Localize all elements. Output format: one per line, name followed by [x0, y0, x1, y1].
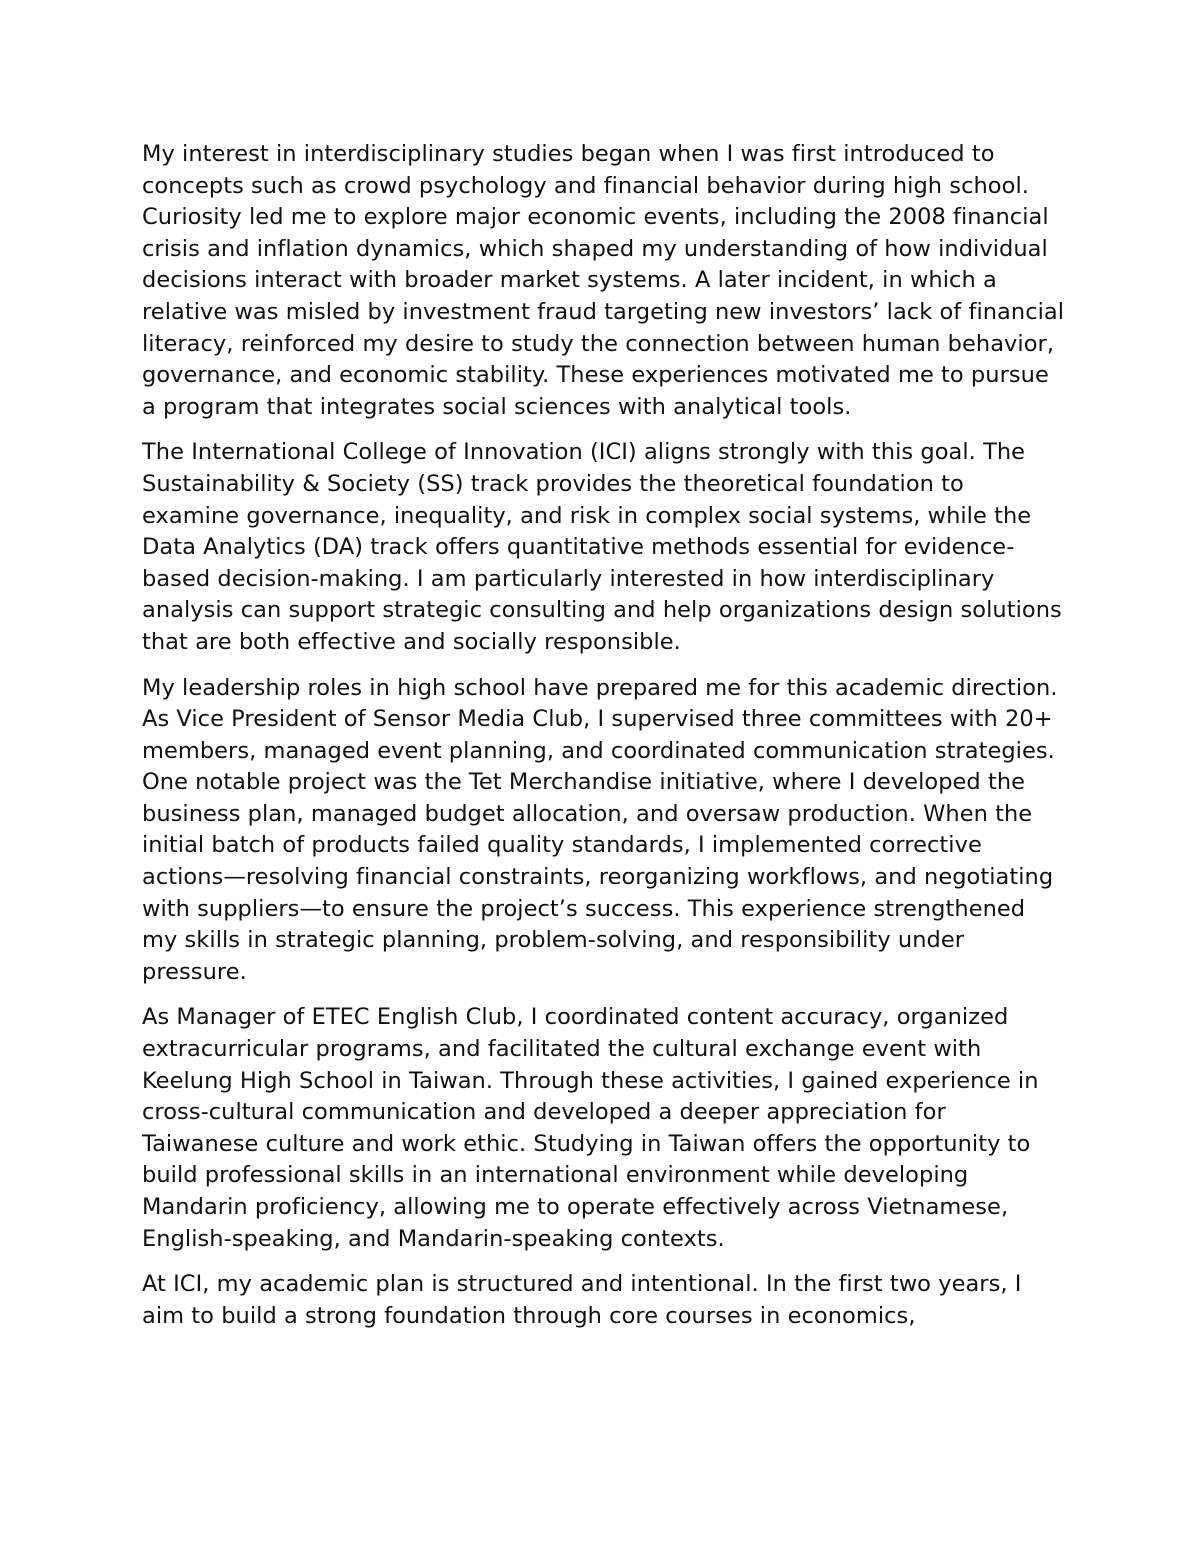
paragraph-1: My interest in interdisciplinary studies began when I was first introduced to concepts such as crowd psychology and financial behavior during high school. Curiosity led me to explore major economic events, including the 2008 financial crisis and inflation dynamics, which shaped my understanding of how individual decisions interact with broader market systems. A later incident, in which a relative was misled by investment fraud targeting new investors’ lack of financial literacy, reinforced my desire to study the connection between human behavior, governance, and economic stability. These experiences motivated me to pursue a program that integrates social sciences with analytical tools. [142, 141, 1065, 420]
paragraph-2: The International College of Innovation (ICI) aligns strongly with this goal. The Sustainability & Society (SS) track provides the theoretical foundation to examine governance, inequality, and risk in complex social systems, while the Data Analytics (DA) track offers quantitative methods essential for evidence-based decision-making. I am particularly interested in how interdisciplinary analysis can support strategic consulting and help organizations design solutions that are both effective and socially responsible. [142, 439, 1062, 655]
paragraph-5: At ICI, my academic plan is structured and intentional. In the first two years, I aim to build a strong foundation through core courses in economics, [142, 1271, 1022, 1329]
document-body [142, 139, 1067, 1346]
paragraph-3: My leadership roles in high school have prepared me for this academic direction. As Vice President of Sensor Media Club, I supervised three committees with 20+ members, managed event planning, and coordinated communication strategies. One notable project was the Tet Merchandise initiative, where I developed the business plan, managed budget allocation, and oversaw production. When the initial batch of products failed quality standards, I implemented corrective actions—resolving financial constraints, reorganizing workflows, and negotiating with suppliers—to ensure the project’s success. This experience strengthened my skills in strategic planning, problem-solving, and responsibility under pressure. [142, 674, 1058, 985]
paragraph-4: As Manager of ETEC English Club, I coordinated content accuracy, organized extracurricular programs, and facilitated the cultural exchange event with Keelung High School in Taiwan. Through these activities, I gained experience in cross-cultural communication and developed a deeper appreciation for Taiwanese culture and work ethic. Studying in Taiwan offers the opportunity to build professional skills in an international environment while developing Mandarin proficiency, allowing me to operate effectively across Vietnamese, English-speaking, and Mandarin-speaking contexts. [142, 1004, 1039, 1252]
